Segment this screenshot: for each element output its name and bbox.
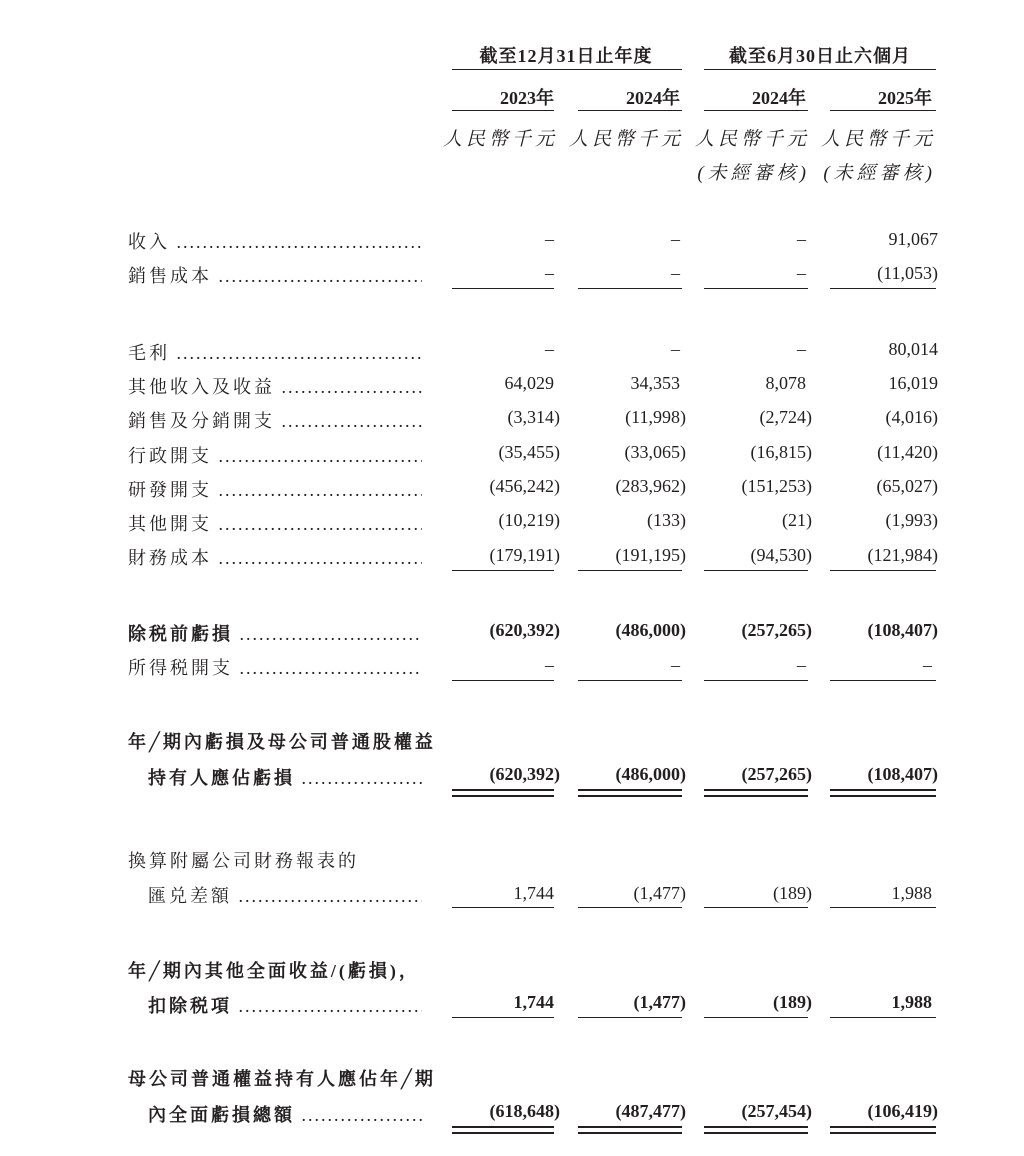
row-label-cost-of-sales: 銷售成本 ..... [128,262,422,288]
row-label-other-comprehensive-line2: 扣除税項 ..... [148,992,422,1018]
unaudited-note-col3: (未經審核) [697,163,810,184]
total-rule [578,1132,682,1134]
unit-col3: 人民幣千元 [694,129,810,150]
cell: – [797,655,806,675]
row-label-rnd-expenses: 研發開支 ..... [128,476,422,502]
year-col2: 2024年 [626,88,680,108]
header-period-six-months: 截至6月30日止六個月 [729,46,911,66]
row-label-other-income: 其他收入及收益 ..... [128,373,422,399]
cell: (151,253) [741,476,812,496]
year-col1: 2023年 [500,88,554,108]
subtotal-rule [830,907,936,908]
cell: (21) [782,510,812,530]
row-label-total-comprehensive-line2: 內全面虧損總額 ..... [148,1101,422,1127]
subtotal-rule [704,680,808,681]
row-label-exchange-diff-line2: 匯兑差額 ..... [148,882,422,908]
cell: 1,988 [891,992,932,1012]
cell: (10,219) [498,510,560,530]
subtotal-rule [704,570,808,571]
cell: (3,314) [507,407,560,427]
cell: (2,724) [759,407,812,427]
total-rule [578,1126,682,1128]
cell: 8,078 [765,373,806,393]
cell: (189) [773,883,812,903]
cell: 80,014 [888,339,938,359]
cell: – [797,229,806,249]
row-label-other-comprehensive-line1: 年╱期內其他全面收益/(虧損)， [128,961,420,981]
cell: 1,988 [891,883,932,903]
unaudited-note-col4: (未經審核) [823,163,936,184]
subtotal-rule [704,907,808,908]
cell: – [797,339,806,359]
cell: (1,477) [633,992,686,1012]
row-label-admin-expenses: 行政開支 ..... [128,442,422,468]
cell: – [545,339,554,359]
year-col4: 2025年 [878,88,932,108]
cell: (94,530) [750,545,812,565]
cell: – [545,655,554,675]
cell: (1,993) [885,510,938,530]
row-label-finance-costs: 財務成本 ..... [128,544,422,570]
cell: 1,744 [513,883,554,903]
total-rule [704,1132,808,1134]
header-rule-six-months [704,69,936,70]
unit-col1: 人民幣千元 [442,129,558,150]
cell: 16,019 [888,373,938,393]
cell: (257,265) [741,620,812,640]
cell: (108,407) [867,620,938,640]
row-label-total-comprehensive-line1: 母公司普通權益持有人應佔年╱期 [128,1069,436,1089]
cell: – [545,263,554,283]
row-label-other-expenses: 其他開支 ..... [128,510,422,536]
cell: (133) [647,510,686,530]
total-rule [830,795,936,797]
subtotal-rule [578,288,682,289]
total-rule [578,795,682,797]
row-label-gross-profit: 毛利 ..... [128,339,422,365]
year-rule-col2 [578,110,682,111]
total-rule [704,789,808,791]
total-rule [452,1132,554,1134]
subtotal-rule [452,1017,554,1018]
cell: (11,420) [877,442,938,462]
subtotal-rule [578,680,682,681]
cell: (620,392) [489,620,560,640]
cell: (486,000) [615,620,686,640]
total-rule [830,1126,936,1128]
cell: (11,053) [877,263,938,283]
row-label-selling-expenses: 銷售及分銷開支 ..... [128,407,422,433]
total-rule [830,1132,936,1134]
cell: 91,067 [888,229,938,249]
cell: – [671,263,680,283]
total-rule [452,1126,554,1128]
subtotal-rule [830,570,936,571]
cell: 64,029 [504,373,554,393]
subtotal-rule [452,907,554,908]
cell: (4,016) [885,407,938,427]
total-rule [452,795,554,797]
cell: (257,454) [741,1101,812,1121]
cell: (189) [773,992,812,1012]
year-col3: 2024年 [752,88,806,108]
year-rule-col3 [704,110,808,111]
cell: (11,998) [625,407,686,427]
cell: 34,353 [630,373,680,393]
header-period-annual: 截至12月31日止年度 [479,46,653,66]
cell: (33,065) [624,442,686,462]
total-rule [452,789,554,791]
unit-col4: 人民幣千元 [820,129,936,150]
cell: (179,191) [489,545,560,565]
cell: (618,648) [489,1101,560,1121]
cell: (486,000) [615,764,686,784]
cell: (620,392) [489,764,560,784]
cell: (283,962) [615,476,686,496]
row-label-loss-for-period-line1: 年╱期內虧損及母公司普通股權益 [128,732,436,752]
subtotal-rule [452,570,554,571]
row-label-revenue: 收入 ..... [128,228,422,254]
total-rule [578,789,682,791]
subtotal-rule [830,680,936,681]
cell: (65,027) [876,476,938,496]
year-rule-col1 [452,110,554,111]
row-label-income-tax: 所得税開支 ..... [128,654,422,680]
total-rule [830,789,936,791]
cell: – [671,655,680,675]
year-rule-col4 [830,110,936,111]
cell: – [671,229,680,249]
cell: (121,984) [867,545,938,565]
subtotal-rule [578,1017,682,1018]
cell: (191,195) [615,545,686,565]
cell: (1,477) [633,883,686,903]
total-rule [704,1126,808,1128]
unit-col2: 人民幣千元 [568,129,684,150]
cell: (108,407) [867,764,938,784]
row-label-loss-for-period-line2: 持有人應佔虧損 ..... [148,764,422,790]
cell: (257,265) [741,764,812,784]
total-rule [704,795,808,797]
row-label-loss-before-tax: 除税前虧損 ..... [128,620,422,646]
cell: (16,815) [750,442,812,462]
subtotal-rule [704,288,808,289]
subtotal-rule [578,570,682,571]
cell: – [671,339,680,359]
header-rule-annual [452,69,682,70]
cell: (106,419) [867,1101,938,1121]
subtotal-rule [830,1017,936,1018]
cell: (487,477) [615,1101,686,1121]
cell: – [797,263,806,283]
subtotal-rule [830,288,936,289]
cell: – [545,229,554,249]
cell: 1,744 [513,992,554,1012]
cell: (456,242) [489,476,560,496]
subtotal-rule [704,1017,808,1018]
row-label-exchange-diff-line1: 換算附屬公司財務報表的 [128,851,359,871]
cell: – [923,655,932,675]
subtotal-rule [452,680,554,681]
subtotal-rule [578,907,682,908]
subtotal-rule [452,288,554,289]
cell: (35,455) [498,442,560,462]
